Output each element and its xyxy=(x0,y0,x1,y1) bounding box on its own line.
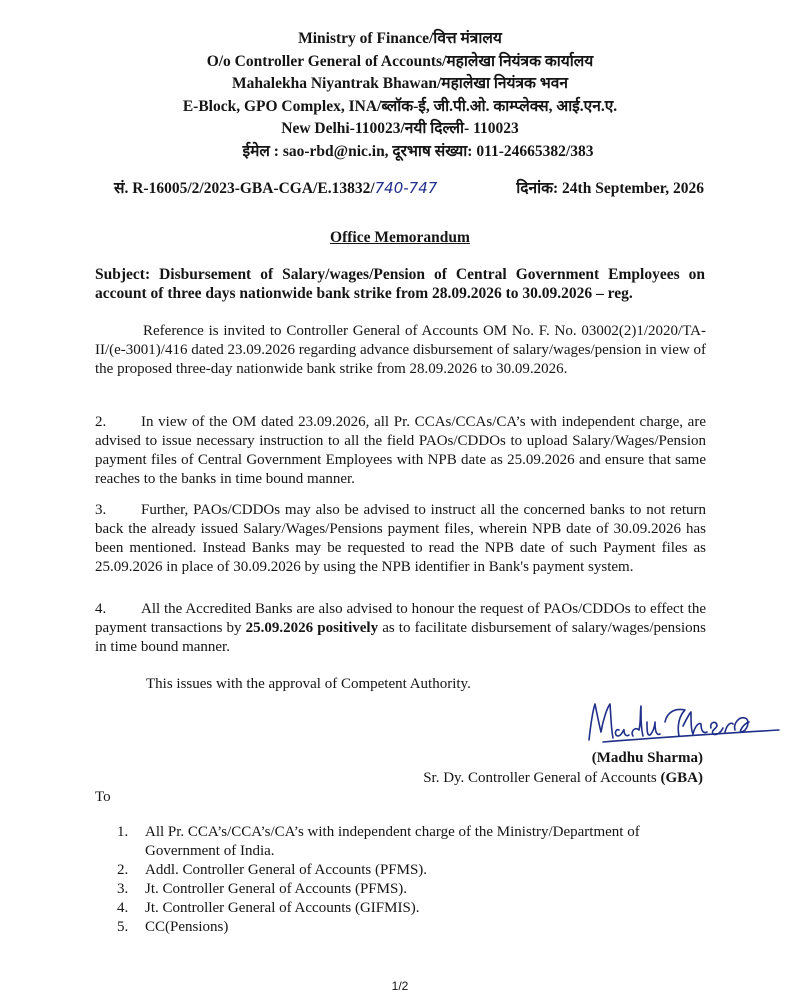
letterhead xyxy=(0,28,800,163)
list-item-text: CC(Pensions) xyxy=(145,919,229,935)
signatory-designation xyxy=(423,770,703,787)
building-name: Mahalekha Niyantrak Bhawan/महालेखा नियंत्रक भवन xyxy=(232,75,568,92)
paragraph-number: 4. xyxy=(95,601,107,617)
list-item xyxy=(117,861,717,880)
list-item-number: 5. xyxy=(117,919,129,935)
paragraph-number: 3. xyxy=(95,502,107,518)
list-item-number: 1. xyxy=(117,824,129,840)
deadline-emphasis: 25.09.2026 positively xyxy=(245,620,379,636)
paragraph-3 xyxy=(95,501,706,577)
list-item-text: All Pr. CCA’s/CCA’s/CA’s with independent charge of the Ministry/Department of Government of India. xyxy=(145,824,640,859)
address-line: E-Block, GPO Complex, INA/ब्लॉक-ई, जी.पी.ओ. काम्प्लेक्स, आई.एन.ए. xyxy=(182,97,618,115)
city-line: New Delhi-110023/नयी दिल्ली- 110023 xyxy=(281,120,519,137)
paragraph-number: 2. xyxy=(95,414,107,430)
list-item xyxy=(117,823,717,861)
reference-number-text: सं. R-16005/2/2023-GBA-CGA/E.13832/ xyxy=(114,180,375,197)
paragraph-1: Reference is invited to Controller General of Accounts OM No. F. No. 03002(2)1/2020/TA-II/(e-3001)/416 dated 23.09.2026 regarding advance disbursement of salary/wages/pension in view of the proposed three-day nationwide bank strike from 28.09.2026 to 30.09.2026. xyxy=(95,323,706,377)
memo-date: दिनांक: 24th September, 2026 xyxy=(516,180,704,197)
paragraph-2 xyxy=(95,413,706,489)
list-item-number: 4. xyxy=(117,900,129,916)
document-title: Office Memorandum xyxy=(330,229,470,246)
reference-number xyxy=(114,176,437,198)
list-item xyxy=(117,880,717,899)
to-label: To xyxy=(95,789,111,805)
approval-statement: This issues with the approval of Competent Authority. xyxy=(146,676,471,692)
paragraph-4 xyxy=(95,600,706,657)
paragraph-text: In view of the OM dated 23.09.2026, all Pr. CCAs/CCAs/CA’s with independent charge, are advised to issue necessary instruction to all the field PAOs/CDDOs to upload Salary/Wages/Pension payment files of Central Government Employees with NPB date as 25.09.2026 and ensure that same reaches to the banks in time bound manner. xyxy=(95,414,706,487)
list-item-text: Jt. Controller General of Accounts (PFMS). xyxy=(145,881,408,897)
page-number: 1/2 xyxy=(391,979,409,993)
distribution-list xyxy=(117,823,717,937)
handwritten-dispatch-number: 740-747 xyxy=(374,179,438,197)
office-name: O/o Controller General of Accounts/महालेखा नियंत्रक कार्यालय xyxy=(206,52,594,70)
list-item-number: 2. xyxy=(117,862,129,878)
ministry-name: Ministry of Finance/वित्त मंत्रालय xyxy=(298,30,502,47)
designation-text: Sr. Dy. Controller General of Accounts xyxy=(423,770,657,786)
list-item xyxy=(117,918,717,937)
signatory-name: (Madhu Sharma) xyxy=(591,750,703,766)
list-item-text: Jt. Controller General of Accounts (GIFMIS). xyxy=(145,900,420,916)
list-item-text: Addl. Controller General of Accounts (PFMS). xyxy=(145,862,428,878)
paragraph-text: All the Accredited Banks are also advised to honour the request of PAOs/CDDOs to effect the payment transactions by xyxy=(95,601,706,636)
list-item xyxy=(117,899,717,918)
subject-line: Subject: Disbursement of Salary/wages/Pension of Central Government Employees on account of three days nationwide bank strike from 28.09.2026 to 30.09.2026 – reg. xyxy=(95,266,705,302)
designation-unit: (GBA) xyxy=(660,770,703,786)
contact-line: ईमेल : sao-rbd@nic.in, दूरभाष संख्या: 011-24665382/383 xyxy=(242,142,594,160)
signature-image xyxy=(583,692,783,752)
paragraph-text: Further, PAOs/CDDOs may also be advised to instruct all the concerned banks to not return back the already issued Salary/Wages/Pensions payment files, wherein NPB date of 30.09.2026 has been mentioned. Instead Banks may be requested to read the NPB date of such Payment files as 25.09.2026 in place of 30.09.2026 by using the NPB identifier in Bank's payment system. xyxy=(95,502,706,575)
paragraph-text-end: as to facilitate disbursement of salary/wages/pensions in time bound manner. xyxy=(95,620,707,655)
list-item-number: 3. xyxy=(117,881,129,897)
